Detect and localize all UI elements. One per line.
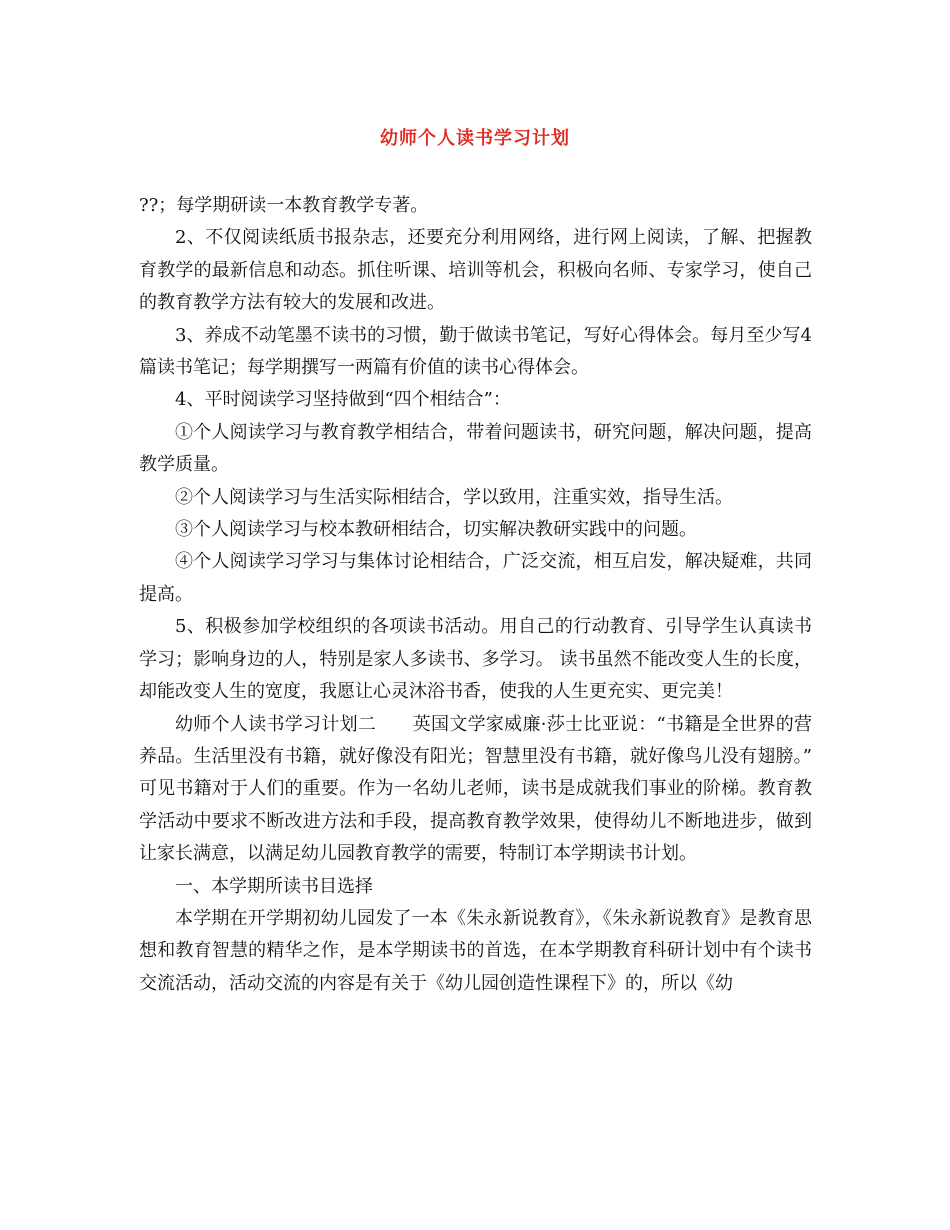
paragraph-8: 5、积极参加学校组织的各项读书活动。用自己的行动教育、引导学生认真读书学习；影响身边的人，特别是家人多读书、多学习。 读书虽然不能改变人生的长度，却能改变人生的宽度，我愿让心灵沐浴书香，使我的人生更充实、更完美！ xyxy=(139,616,812,703)
paragraph-4: ①个人阅读学习与教育教学相结合，带着问题读书，研究问题，解决问题，提高教学质量。 xyxy=(139,421,812,476)
document-body xyxy=(139,190,812,1000)
paragraph-7: ④个人阅读学习学习与集体讨论相结合，广泛交流，相互启发，解决疑难，共同提高。 xyxy=(139,551,812,605)
paragraph-2: 3、养成不动笔墨不读书的习惯，勤于做读书笔记，写好心得体会。每月至少写4篇读书笔记；每学期撰写一两篇有价值的读书心得体会。 xyxy=(139,324,812,379)
paragraph-5: ②个人阅读学习与生活实际相结合，学以致用，注重实效，指导生活。 xyxy=(175,486,733,508)
paragraph-6: ③个人阅读学习与校本教研相结合，切实解决教研实践中的问题。 xyxy=(175,519,697,541)
paragraph-9: 幼师个人读书学习计划二 英国文学家威廉·莎士比亚说：“书籍是全世界的营养品。生活里没有书籍，就好像没有阳光；智慧里没有书籍，就好像鸟儿没有翅膀。” 可见书籍对于人们的重要。作为一名幼儿老师，读书是成就我们事业的阶梯。教育教学活动中要求不断改进方法和手段，提高教育教学效果，使得幼儿不断地进步，做到让家长满意，以满足幼儿园教育教学的需要，特制订本学期读书计划。 xyxy=(139,713,812,865)
paragraph-10: 一、本学期所读书目选择 xyxy=(175,875,373,897)
paragraph-11: 本学期在开学期初幼儿园发了一本《朱永新说教育》，《朱永新说教育》是教育思想和教育智慧的精华之作，是本学期读书的首选，在本学期教育科研计划中有个读书交流活动，活动交流的内容是有关于《幼儿园创造性课程下》的，所以《幼 xyxy=(139,907,812,994)
paragraph-3: 4、平时阅读学习坚持做到“四个相结合”： xyxy=(175,389,511,411)
paragraph-0: ??；每学期研读一本教育教学专著。 xyxy=(139,195,429,216)
document-title: 幼师个人读书学习计划 xyxy=(380,128,570,149)
paragraph-1: 2、不仅阅读纸质书报杂志，还要充分利用网络，进行网上阅读，了解、把握教育教学的最新信息和动态。抓住听课、培训等机会，积极向名师、专家学习，使自己的教育教学方法有较大的发展和改进。 xyxy=(139,227,812,314)
